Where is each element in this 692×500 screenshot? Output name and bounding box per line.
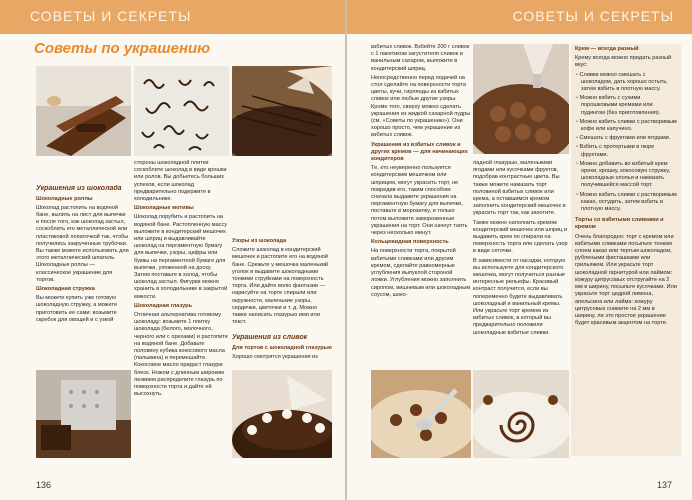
photo-glazed-cake [232, 370, 332, 458]
paragraph: Те, кто неуверенно пользуется кондитерским мешочком или шприцем, могут украсить торт, не повредив его, таким способом: сначала выдавите украшения на пергаментную бумагу для выпечки, поставьте в морозилку, и только потом выложите замороженные украшения на торт. Они начнут таять через несколько минут. [371, 165, 468, 237]
page-headline: Советы по украшению [34, 40, 211, 57]
paragraph: ладной глазурью, маленькими ягодами или кусочками фруктов, подобрав контрастные цвета. Вы также можете намазать торт половиной взбитых сливок или крема, а оставшимся кремом заполнить кондитерский мешочек и украсить торт так, как захотите. [473, 160, 566, 217]
subheading-glazed-cakes: Для тортов с шоколадной глазурью [232, 344, 332, 351]
paragraph: На поверхности торта, покрытой взбитыми сливками или другим кремом, сделайте равномерные углубления выпуклой стороной ложки. Углубления можно заполнить сиропом, вишневым или шоколадным соусом, шоко- [371, 248, 471, 298]
header-band [347, 0, 692, 34]
subheading-motifs: Шоколадные мотивы [134, 205, 194, 212]
left-col-1 [36, 185, 130, 365]
paragraph: Хорошо смотрятся украшения из [232, 354, 318, 361]
left-page [0, 0, 345, 500]
running-title: СОВЕТЫ И СЕКРЕТЫ [30, 8, 192, 24]
running-title: СОВЕТЫ И СЕКРЕТЫ [512, 8, 674, 24]
sidebar-title: Крем — всегда разный [575, 46, 639, 52]
paragraph: Непосредственно перед подачей на стол сделайте на поверхности торта цветы, кучи, гирлянды из взбитых сливок или любые другие узоры. Кроме того, сверху можно сделать украшения из жидкой сахарной пудры (см. «Советы по украшению»). Они хорошо просто, чем украшение из взбитых сливок. [371, 74, 471, 139]
photo-cream-piping [473, 44, 569, 154]
paragraph: Сложите шоколад в кондитерский мешочек и растопите его на водяной бане. Срежьте у мешочка маленький уголок и выдавите шоколадными тонкими струйками на поверхность торта. Или дайте волю фантазии — нарисуйте на торте спирали или окружности, маленькие узоры, сердечки, цветочки и т. д. Можно также написать глазурью имя или текст. [232, 247, 329, 326]
paragraph: стороны шоколадной плитки соскоблите шоколад в виде крошки или ролов. Вы добьетесь больших успехов, если шоколад предварительно подержите в холодильнике. [134, 160, 227, 203]
left-col-2 [134, 160, 228, 472]
paragraph: Шоколад порубить и растопить на водяной бане. Растопленную массу выложите в кондитерский мешочек или шприц и выдавливайте шоколад на пергаментную бумагу для выпечки, узоры, цифры или буквы на пергаментной бумаге для выпечки, уложенной на доску. Затем поставьте в холод, чтобы шоколад застыл. Фигурки можно хранить в холодильнике в закрытой емкости. [134, 214, 228, 300]
subheading-rolls: Шоколадные роллы [36, 195, 93, 202]
paragraph: Вы можете купить уже готовую шоколадную стружку, а можете приготовить ее сами: возьмите скребок для овощей и с узкой [36, 295, 118, 323]
sidebar-bullet: • Смешать с фруктами или ягодами. [575, 135, 677, 142]
subheading-beginners: Украшения из взбитых сливок и других кремов — для начинающих кондитеров [371, 141, 468, 163]
paragraph: Отличная альтернатива готовому шоколаду: возьмите 1 плитку шоколада (белого, молочного, черного или с орехами) и растопите на водяной бане. Добавьте половину кубика кокосового масла (пальмина) и перемешайте. Кокосовое масло придаст глазури блеск. Ножом с длинным широким лезвием распределите глазурь по поверхности торта и дайте ей высохнуть. [134, 312, 228, 398]
photo-chocolate-motifs [134, 66, 229, 156]
page-number: 136 [36, 480, 52, 490]
photo-spiral-cake [473, 370, 569, 458]
sidebar-title-2: Торты со взбитыми сливками и кремом [575, 217, 664, 231]
page-number: 137 [656, 480, 672, 490]
header-band [0, 0, 345, 34]
subheading-glaze: Шоколадная глазурь [134, 302, 193, 309]
sidebar-bullet: • Можно взбить сливки с растворимым кофе или капучино. [575, 119, 677, 133]
paragraph: Также можно наполнить кремом кондитерский мешочек или шприц и выдавить крем по спирали на поверхность торта или сделать узор в виде сеточки. [473, 219, 568, 255]
paragraph: Шоколад растопить на водяной бане, вылить на лист для выпечки и после того, как шоколад застыл, соскоблить его металлической или пластиковой лопаточкой так, чтобы получились закрученные трубочки. Вы также можете использовать для этого металлический шпатель. Шоколадные роллы — классическое украшение для тортов. [36, 204, 129, 283]
sidebar-bullet: • Можно взбить с сухими порошковыми кремами или пудингом (без приготовления). [575, 95, 677, 117]
paragraph: взбитых сливок. Взбейте 200 г сливок с 1 пакетиком загустителя сливок и ванильным сахаром, выложите в кондитерский шприц. [371, 44, 470, 72]
subheading-ring-surface: Кольцевидная поверхность [371, 239, 449, 246]
sidebar-bullet: • Сливки можно смешать с шоколадом, дать хорошо остыть, затем взбить в плотную массу. [575, 72, 677, 94]
paragraph: В зависимости от насадки, которую вы используете для кондитерского мешочка, могут получиться разные интересные рельефы. Красивый контраст получится, если вы попеременно будете выдавливать шоколадный и ванильный кремы. Или украсьте торт кремом из взбитых сливок, в который вы предварительно положили шоколадные взбитые сливки. [473, 257, 566, 336]
right-page [347, 0, 692, 500]
sidebar-bullet: • Можно взбить сливки с растворимым какао, остудить, затем взбить в плотную массу. [575, 192, 677, 214]
photo-cake-spoon [371, 370, 471, 458]
section-heading-chocolate: Украшения из шоколада [36, 185, 122, 192]
sidebar-bullet: • Можно добавить во взбитый крем орехи, крошку, кокосовую стружку, шоколадные хлопья и намазать получившейся массой торт. [575, 161, 677, 190]
right-col-1 [371, 44, 471, 366]
photo-chocolate-rolls [36, 66, 131, 156]
section-heading-cream: Украшения из сливок [232, 334, 308, 342]
subheading-patterns: Узоры из шоколада [232, 238, 287, 244]
sidebar-intro: Крему всегда можно придать разный вкус: [575, 55, 672, 69]
photo-chocolate-grater [36, 370, 131, 458]
left-col-3 [232, 238, 332, 368]
sidebar-bullet: • Взбить с протертыми в пюре фруктами. [575, 144, 677, 158]
sidebar-paragraph: Очень благородно: торт с кремом или взбитыми сливками посыпьте тонким слоем какао или тертым шоколадом, рублеными фисташками или грильяжем. Или украсьте торт шоколадной гарнитурой или лаймом: кожуру цитрусовых отстругайте на 2 мм в ширину, посыпьте кусочками. Или украсьте торт цедрой лимона, апельсина или лайма: кожуру цитрусовых снимите на 2 мм в ширину, ли это простое украшение будет красивым акцентом на торте. [575, 233, 677, 327]
photo-chocolate-piping [232, 66, 332, 156]
right-col-2 [473, 160, 569, 366]
sidebar-text [575, 46, 677, 454]
subheading-shavings: Шоколадная стружка [36, 285, 95, 292]
